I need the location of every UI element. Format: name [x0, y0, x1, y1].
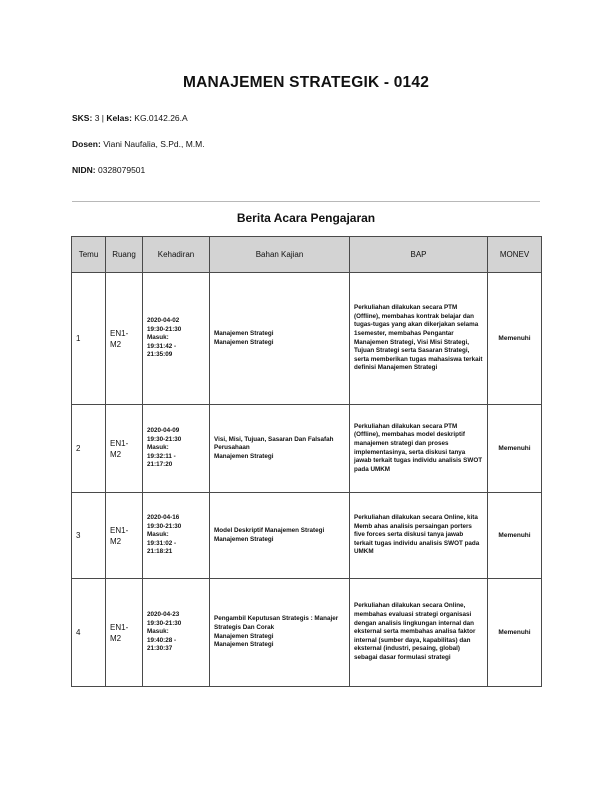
table-row — [72, 579, 542, 687]
column-header-ruang: Ruang — [106, 237, 143, 273]
section-title: Berita Acara Pengajaran — [236, 211, 376, 225]
sks-value: 3 — [94, 113, 100, 123]
column-header-kehadiran: Kehadiran — [143, 237, 210, 273]
cell-bahan-kajian: Pengambil Keputusan Strategis : Manajer Strategis Dan Corak Manajemen Strategi Manajemen Strategi — [210, 579, 350, 687]
cell-bahan-kajian: Visi, Misi, Tujuan, Sasaran Dan Falsafah Perusahaan Manajemen Strategi — [210, 405, 350, 493]
cell-bahan-kajian: Manajemen Strategi Manajemen Strategi — [210, 273, 350, 405]
table-header-row — [72, 237, 542, 273]
credits-class-line — [72, 113, 188, 123]
course-title: MANAJEMEN STRATEGIK - 0142 — [182, 74, 430, 91]
table-row — [72, 405, 542, 493]
cell-kehadiran: 2020-04-23 19:30-21:30 Masuk: 19:40:28 - 21:30:37 — [143, 579, 210, 687]
separator: | — [101, 113, 105, 123]
cell-kehadiran: 2020-04-16 19:30-21:30 Masuk: 19:31:02 - 21:18:21 — [143, 493, 210, 579]
cell-bap: Perkuliahan dilakukan secara PTM (Offline), membahas kontrak belajar dan tugas-tugas yang akan dikerjakan selama 1semester, membahas Pengantar Manajemen Strategi, Visi Misi Strategi, Tujuan Strategi serta Sasaran Strategi, serta memberikan tugas mahasiswa terkait definisi Manajemen Strategi — [350, 273, 488, 405]
column-header-monev: MONEV — [488, 237, 542, 273]
cell-ruang: EN1- M2 — [106, 579, 143, 687]
cell-monev: Memenuhi — [488, 493, 542, 579]
sks-label: SKS: — [72, 113, 93, 123]
nidn-line — [72, 165, 145, 175]
nidn-value: 0328079501 — [97, 165, 146, 175]
dosen-value: Viani Naufalia, S.Pd., M.M. — [103, 139, 205, 149]
column-header-temu: Temu — [72, 237, 106, 273]
nidn-label: NIDN: — [72, 165, 96, 175]
cell-kehadiran: 2020-04-09 19:30-21:30 Masuk: 19:32:11 - 21:17:20 — [143, 405, 210, 493]
cell-temu: 1 — [72, 273, 106, 405]
column-header-bahan-kajian: Bahan Kajian — [210, 237, 350, 273]
cell-ruang: EN1- M2 — [106, 273, 143, 405]
kelas-label: Kelas: — [106, 113, 132, 123]
cell-ruang: EN1- M2 — [106, 493, 143, 579]
cell-monev: Memenuhi — [488, 405, 542, 493]
cell-bahan-kajian: Model Deskriptif Manajemen Strategi Manajemen Strategi — [210, 493, 350, 579]
cell-bap: Perkuliahan dilakukan secara PTM (Offline), membahas model deskriptif manajemen strategi dan proses implementasinya, serta diskusi tanya jawab terkait tugas individu analisis SWOT pada UMKM — [350, 405, 488, 493]
kelas-value: KG.0142.26.A — [134, 113, 188, 123]
table-row — [72, 273, 542, 405]
cell-bap: Perkuliahan dilakukan secara Online, kita Memb ahas analisis persaingan porters five forces serta diskusi tanya jawab terkait tugas individu analisis SWOT pada UMKM — [350, 493, 488, 579]
cell-monev: Memenuhi — [488, 273, 542, 405]
lecturer-line — [72, 139, 205, 149]
cell-kehadiran: 2020-04-02 19:30-21:30 Masuk: 19:31:42 - 21:35:09 — [143, 273, 210, 405]
divider — [72, 201, 540, 202]
column-header-bap: BAP — [350, 237, 488, 273]
cell-monev: Memenuhi — [488, 579, 542, 687]
cell-temu: 3 — [72, 493, 106, 579]
cell-temu: 4 — [72, 579, 106, 687]
cell-temu: 2 — [72, 405, 106, 493]
teaching-report-table — [71, 236, 542, 687]
table-row — [72, 493, 542, 579]
cell-bap: Perkuliahan dilakukan secara Online, membahas evaluasi strategi organisasi dengan analisis lingkungan internal dan eksternal serta membahas analisa faktor internal (sumber daya, kapabilitas) dan eksternal (industri, pesaing, global) sebagai dasar formulasi strategi — [350, 579, 488, 687]
cell-ruang: EN1- M2 — [106, 405, 143, 493]
dosen-label: Dosen: — [72, 139, 101, 149]
